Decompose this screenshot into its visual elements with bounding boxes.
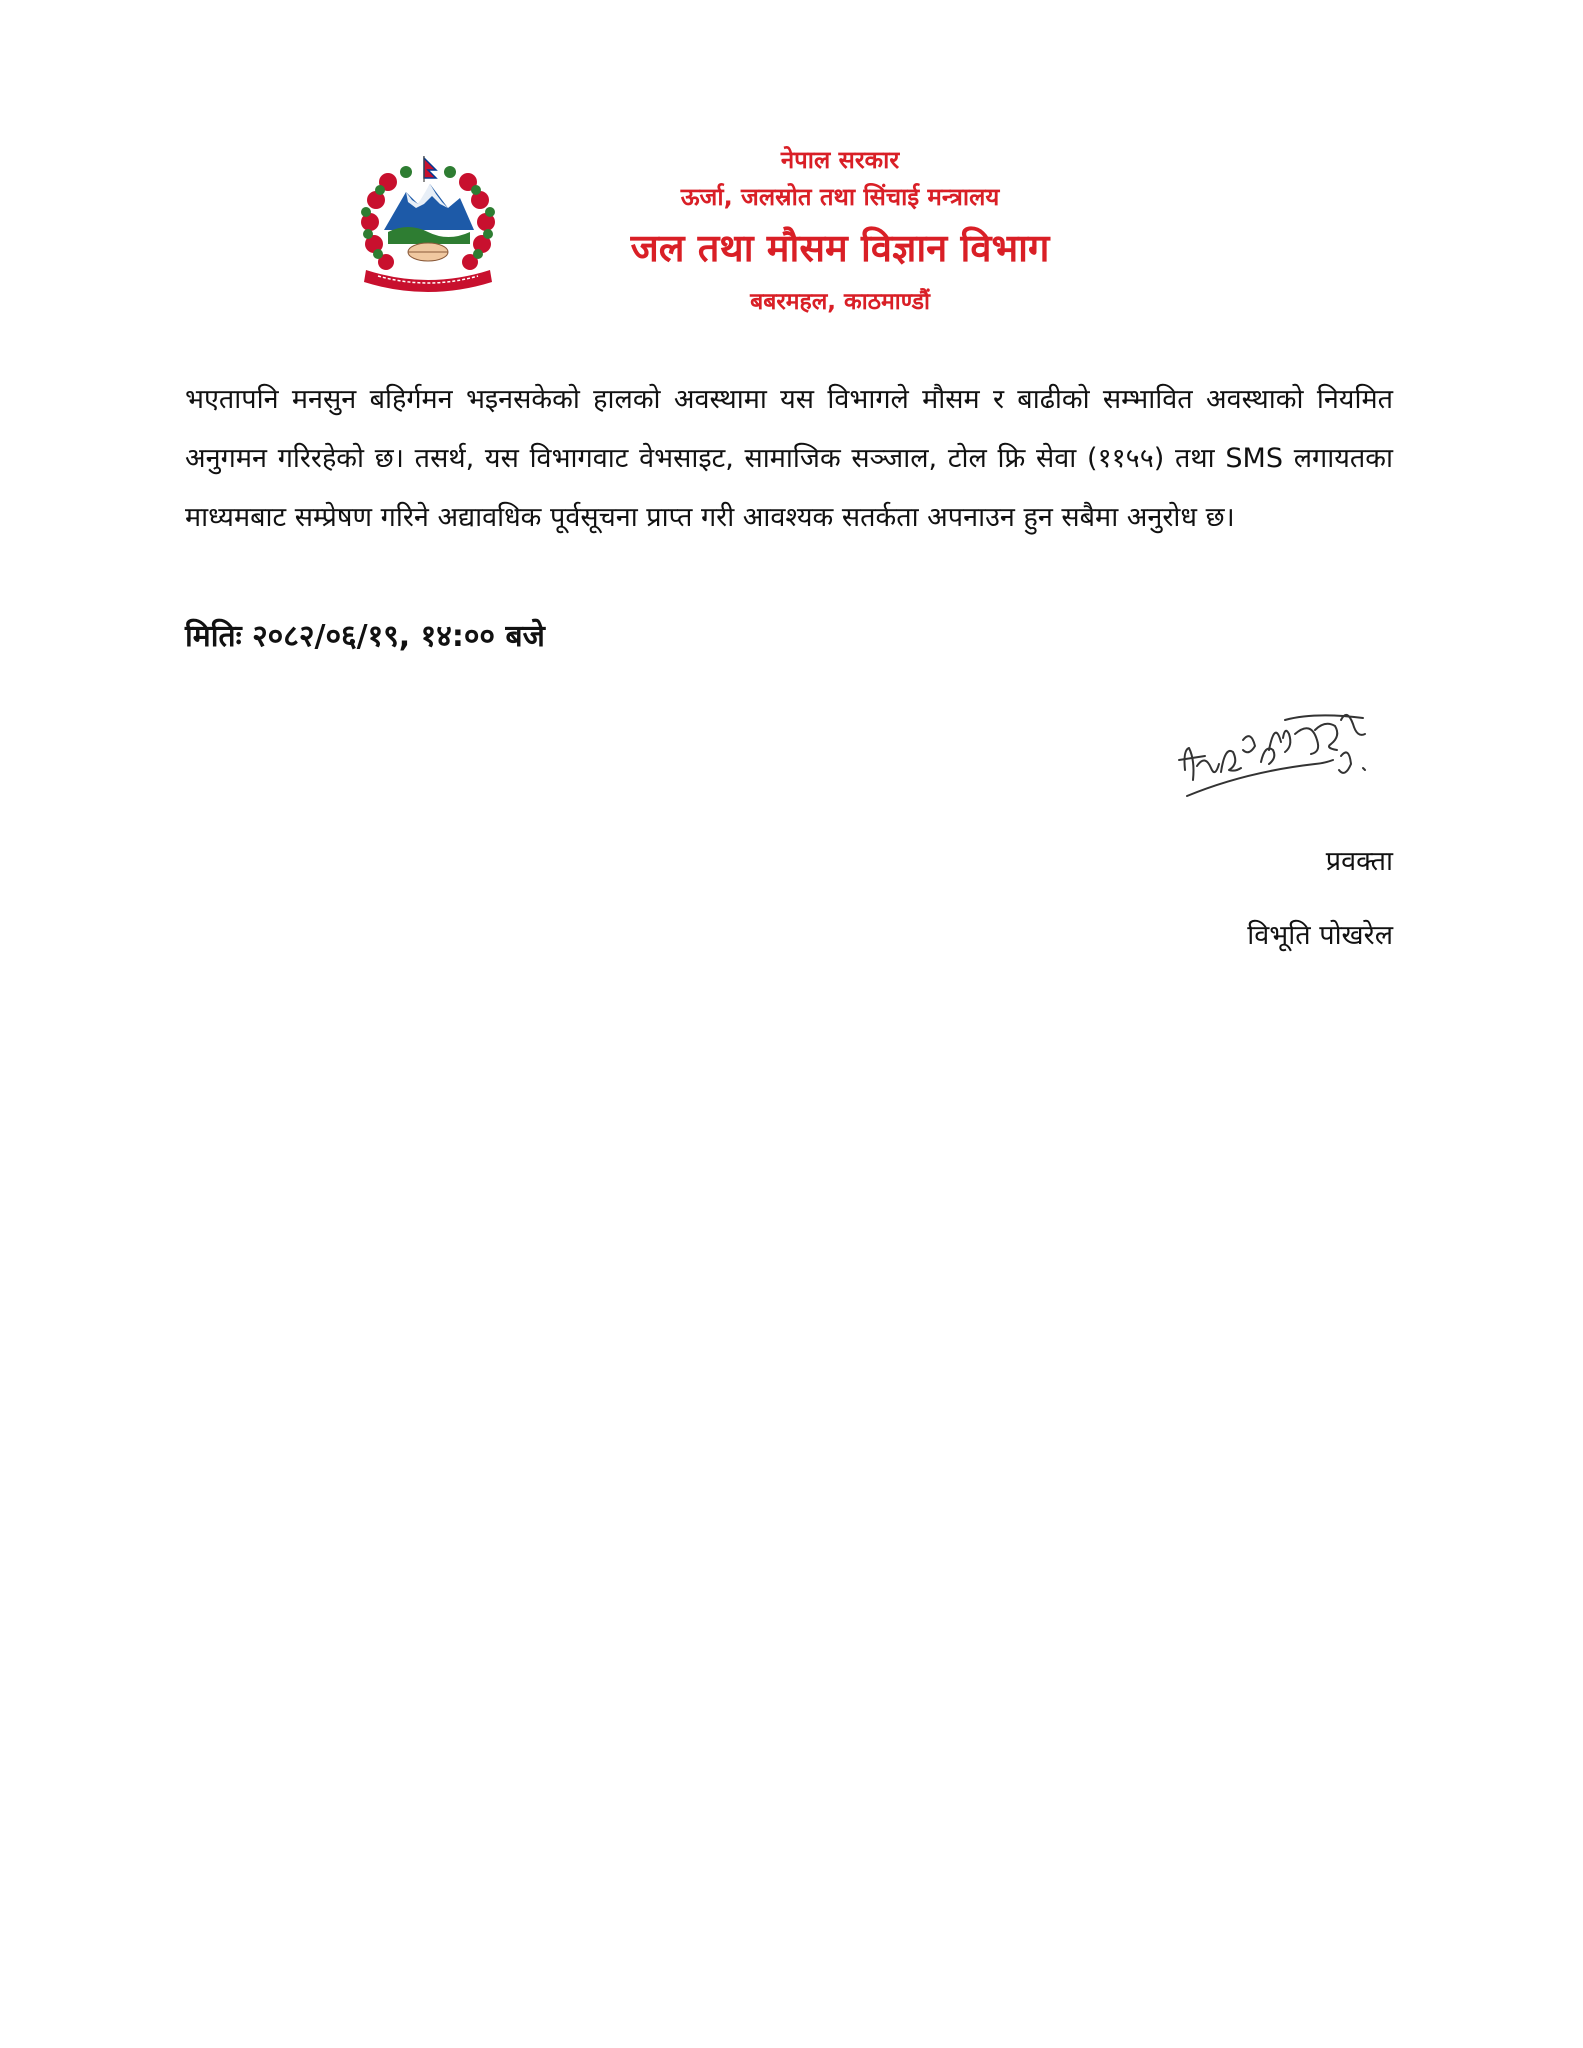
letterhead: [560, 142, 1120, 324]
motto-ribbon-icon: [364, 270, 492, 292]
signatory-designation: प्रवक्ता: [1325, 846, 1393, 877]
ministry-name: ऊर्जा, जलस्रोत तथा सिंचाई मन्त्रालय: [680, 183, 1000, 211]
handwritten-signature: [1165, 690, 1395, 820]
signatory-name: विभूति पोखरेल: [1247, 920, 1393, 951]
nepal-emblem-logo: [348, 152, 508, 297]
department-address: बबरमहल, काठमाण्डौं: [750, 289, 930, 315]
government-name: नेपाल सरकार: [780, 146, 900, 174]
nepal-flag-icon: [424, 156, 436, 182]
mountain-icon: [384, 184, 474, 230]
handshake-icon: [408, 243, 448, 261]
notice-date: मितिः २०८२/०६/१९, १४:०० बजे: [185, 619, 545, 654]
notice-paragraph: भएतापनि मनसुन बहिर्गमन भइनसकेको हालको अवस्थामा यस विभागले मौसम र बाढीको सम्भावित अवस्थाको नियमित अनुगमन गरिरहेको छ। तसर्थ, यस विभागवाट वेभसाइट, सामाजिक सञ्जाल, टोल फ्रि सेवा (११५५) तथा SMS लगायतका माध्यमबाट सम्प्रेषण गरिने अद्यावधिक पूर्वसूचना प्राप्त गरी आवश्यक सतर्कता अपनाउन हुन सबैमा अनुरोध छ।: [185, 384, 1393, 533]
department-name: जल तथा मौसम विज्ञान विभाग: [630, 226, 1050, 270]
